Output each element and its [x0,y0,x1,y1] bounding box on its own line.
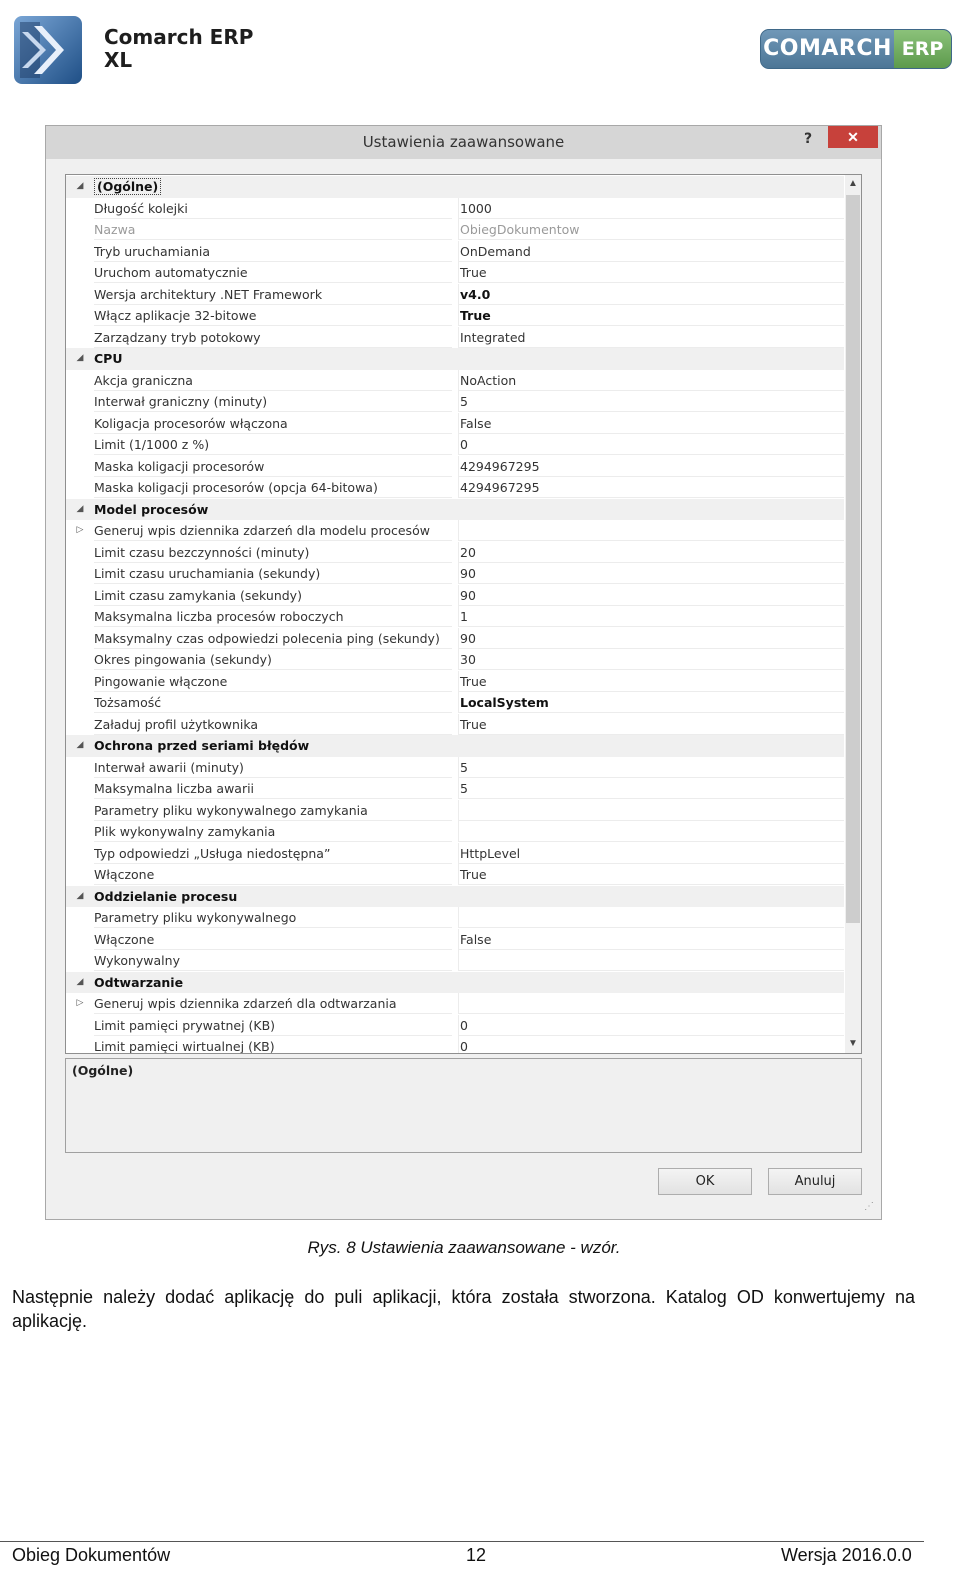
dialog-title: Ustawienia zaawansowane [362,133,565,151]
property-value [458,735,844,756]
category-label: Odtwarzanie [94,974,184,990]
vertical-scrollbar[interactable] [845,175,861,1053]
property-row[interactable] [66,391,844,413]
collapse-icon[interactable]: ◢ [76,503,84,514]
property-value[interactable] [458,800,844,821]
ok-button[interactable]: OK [658,1168,752,1195]
advanced-settings-dialog [45,125,882,1220]
property-row[interactable] [66,671,844,693]
collapse-icon[interactable]: ◢ [76,740,84,750]
property-value[interactable] [458,907,844,928]
property-row[interactable] [66,628,844,650]
property-category-row[interactable] [66,886,844,908]
property-value[interactable]: True [458,671,844,692]
property-value[interactable]: HttpLevel [458,843,844,864]
product-name-line2: XL [104,48,133,72]
property-name: Limit czasu bezczynności (minuty) [94,542,452,563]
property-value[interactable]: 30 [458,649,844,670]
property-value[interactable]: 5 [458,757,844,778]
property-row[interactable] [66,692,844,714]
property-name: Maska koligacji procesorów (opcja 64-bitowa) [94,477,452,498]
property-row[interactable] [66,907,844,929]
property-value [458,972,844,993]
property-value[interactable]: ObiegDokumentow [458,219,844,240]
close-button[interactable]: ✕ [828,126,878,148]
property-value [458,886,844,907]
property-row[interactable] [66,305,844,327]
property-value[interactable]: 1 [458,606,844,627]
property-name: Załaduj profil użytkownika [94,714,452,735]
selected-category-label: (Ogólne) [94,178,161,195]
category-label: CPU [94,351,123,366]
property-name: Okres pingowania (sekundy) [94,649,452,670]
comarch-erp-brand-logo [760,29,952,69]
property-category-row[interactable] [66,176,844,198]
property-name: Generuj wpis dziennika zdarzeń dla modelu procesów [94,520,452,541]
collapse-icon[interactable]: ◢ [76,181,84,191]
property-value[interactable]: False [458,413,844,434]
footer-page-number: 12 [466,1545,487,1565]
property-name: Włączone [94,864,452,885]
property-row[interactable] [66,456,844,478]
property-value[interactable]: LocalSystem [458,692,844,713]
property-value[interactable]: 90 [458,585,844,606]
property-row[interactable] [66,821,844,843]
property-row[interactable] [66,563,844,585]
property-value[interactable] [458,993,844,1014]
property-value[interactable]: 5 [458,778,844,799]
property-row[interactable] [66,219,844,241]
cancel-button[interactable]: Anuluj [768,1168,862,1195]
category-label: Ochrona przed seriami błędów [94,738,310,753]
property-row[interactable] [66,606,844,628]
footer-version: Wersja 2016.0.0 [781,1545,912,1565]
figure-caption: Rys. 8 Ustawienia zaawansowane - wzór. [307,1238,621,1257]
property-name: Zarządzany tryb potokowy [94,327,452,348]
property-row[interactable] [66,800,844,822]
property-value[interactable]: 0 [458,434,844,455]
property-name: Wersja architektury .NET Framework [94,284,452,305]
property-row[interactable] [66,520,844,542]
property-name: Limit pamięci prywatnej (KB) [94,1015,452,1036]
property-value[interactable]: v4.0 [458,284,844,305]
brand-sub-text: ERP [894,30,951,68]
expand-icon[interactable]: ▷ [76,525,84,535]
category-label: Model procesów [94,501,209,517]
property-name: Tryb uruchamiania [94,241,452,262]
property-value[interactable]: False [458,929,844,950]
scroll-up-icon[interactable]: ▲ [848,178,858,189]
brand-main-text: COMARCH [761,30,894,68]
footer-divider [0,1541,924,1542]
description-panel [65,1058,862,1153]
property-name: Włącz aplikacje 32-bitowe [94,305,452,326]
property-name: Nazwa [94,219,452,240]
property-row[interactable] [66,714,844,736]
property-grid[interactable] [65,174,862,1054]
property-name: Limit czasu zamykania (sekundy) [94,585,452,606]
property-value[interactable] [458,821,844,842]
property-row[interactable] [66,757,844,779]
property-name: Limit czasu uruchamiania (sekundy) [94,563,452,584]
property-category-row[interactable] [66,972,844,994]
property-value [458,176,844,197]
property-row[interactable] [66,1036,844,1054]
property-value[interactable]: Integrated [458,327,844,348]
property-value[interactable]: 5 [458,391,844,412]
property-name: Limit (1/1000 z %) [94,434,452,455]
property-row[interactable] [66,585,844,607]
property-value[interactable]: NoAction [458,370,844,391]
property-name: Typ odpowiedzi „Usługa niedostępna” [94,843,452,864]
property-row[interactable] [66,327,844,349]
property-category-row[interactable] [66,348,844,370]
property-row[interactable] [66,649,844,671]
property-name: Maska koligacji procesorów [94,456,452,477]
collapse-icon[interactable]: ◢ [76,890,84,901]
property-row[interactable] [66,864,844,886]
property-row[interactable] [66,284,844,306]
property-row[interactable] [66,477,844,499]
property-name: Akcja graniczna [94,370,452,391]
property-value[interactable]: True [458,305,844,326]
property-row[interactable] [66,370,844,392]
property-row[interactable] [66,993,844,1015]
property-row[interactable] [66,843,844,865]
property-name: Uruchom automatycznie [94,262,452,283]
property-row[interactable] [66,929,844,951]
property-row[interactable] [66,434,844,456]
category-label [94,176,452,197]
property-name: Parametry pliku wykonywalnego [94,907,452,928]
property-name: Wykonywalny [94,950,452,971]
product-name-line1: Comarch ERP [104,25,254,49]
body-paragraph: Następnie należy dodać aplikację do puli aplikacji, która została stworzona. Katalog OD konwertujemy na aplikację. [12,1287,915,1331]
property-name: Limit pamięci wirtualnej (KB) [94,1036,452,1054]
property-value[interactable]: 4294967295 [458,456,844,477]
property-name: Maksymalna liczba awarii [94,778,452,799]
property-row[interactable] [66,778,844,800]
property-name: Pingowanie włączone [94,671,452,692]
property-value[interactable]: 0 [458,1036,844,1054]
property-value[interactable]: 20 [458,542,844,563]
collapse-icon[interactable]: ◢ [76,976,84,987]
property-name: Długość kolejki [94,198,452,219]
scrollbar-thumb[interactable] [846,195,860,923]
property-value[interactable]: 90 [458,563,844,584]
property-value [458,348,844,369]
property-value [458,499,844,520]
property-row[interactable] [66,413,844,435]
resize-grip-icon[interactable]: ⋰ [864,1201,874,1212]
comarch-erp-xl-logo-icon [12,14,84,86]
dialog-titlebar[interactable] [46,126,881,159]
property-category-row[interactable] [66,499,844,521]
property-value[interactable] [458,950,844,971]
property-value[interactable]: 90 [458,628,844,649]
property-name: Tożsamość [94,692,452,713]
property-value[interactable]: 0 [458,1015,844,1036]
property-value[interactable]: 1000 [458,198,844,219]
expand-icon[interactable]: ▷ [76,998,84,1008]
property-category-row[interactable] [66,735,844,757]
property-name: Koligacja procesorów włączona [94,413,452,434]
scroll-down-icon[interactable]: ▼ [848,1038,858,1049]
property-value[interactable]: OnDemand [458,241,844,262]
property-row[interactable] [66,950,844,972]
property-row[interactable] [66,1015,844,1037]
property-name: Plik wykonywalny zamykania [94,821,452,842]
property-name: Generuj wpis dziennika zdarzeń dla odtwarzania [94,993,452,1014]
footer-document-name: Obieg Dokumentów [12,1545,171,1565]
property-name: Interwał graniczny (minuty) [94,391,452,412]
help-icon[interactable]: ? [804,131,813,147]
property-value[interactable] [458,520,844,541]
property-row[interactable] [66,198,844,220]
category-label: Oddzielanie procesu [94,888,238,904]
product-name [104,26,253,72]
property-name: Maksymalna liczba procesów roboczych [94,606,452,627]
property-value[interactable]: 4294967295 [458,477,844,498]
property-name: Włączone [94,929,452,950]
property-row[interactable] [66,262,844,284]
property-row[interactable] [66,241,844,263]
property-value[interactable]: True [458,864,844,885]
property-value[interactable]: True [458,262,844,283]
property-name: Interwał awarii (minuty) [94,757,452,778]
property-value[interactable]: True [458,714,844,735]
description-title: (Ogólne) [72,1063,134,1078]
collapse-icon[interactable]: ◢ [76,353,84,363]
property-name: Parametry pliku wykonywalnego zamykania [94,800,452,821]
property-row[interactable] [66,542,844,564]
property-name: Maksymalny czas odpowiedzi polecenia ping (sekundy) [94,628,452,649]
